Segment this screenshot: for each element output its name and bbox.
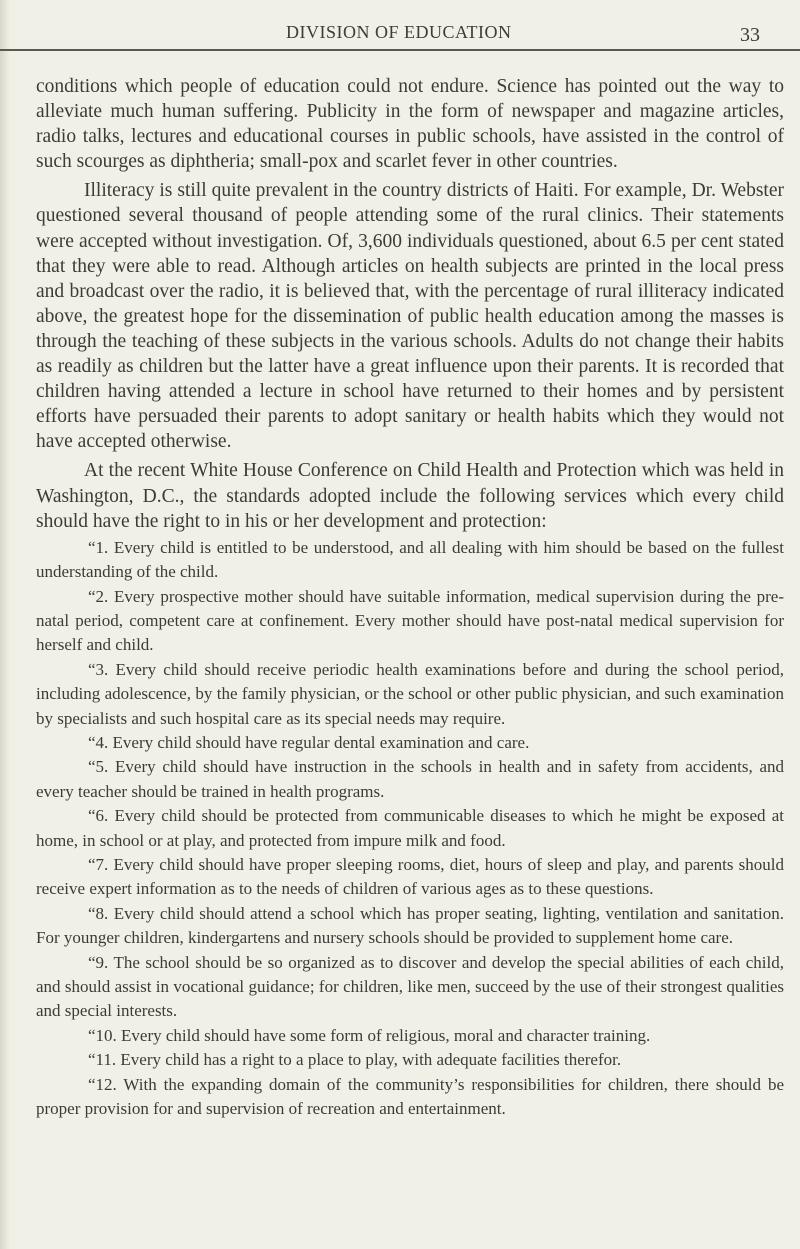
standard-item-9: “9. The school should be so organized as to discover and develop the special abilities of each child, and should assist in vocational guidance; for children, like men, succeed by the use of their strongest qualities and special interests. — [36, 952, 784, 1021]
body-text — [36, 74, 784, 1121]
running-title: DIVISION OF EDUCATION — [286, 22, 512, 42]
standard-item-6: “6. Every child should be protected from communicable diseases to which he might be exposed at home, in school or at play, and protected from impure milk and food. — [36, 806, 784, 850]
standard-item-3: “3. Every child should receive periodic health examinations before and during the school period, including adolescence, by the family physician, or the school or other public physician, and such examination by specialists and such hospital care as its special needs may require. — [36, 659, 784, 728]
page-edge-shadow — [0, 0, 10, 1249]
paragraph-continuation: conditions which people of education could not endure. Science has pointed out the way to alleviate much human suffering. Publicity in the form of newspaper and magazine articles, radio talks, lectures and educational courses in public schools, have assisted in the control of such scourges as diphtheria; small-pox and scarlet fever in other countries. — [36, 76, 784, 173]
running-header — [0, 22, 800, 48]
standard-item-8: “8. Every child should attend a school which has proper seating, lighting, ventilation and sanitation. For younger children, kindergartens and nursery schools should be provided to supplement home care. — [36, 903, 784, 948]
standard-item-4: “4. Every child should have regular dental examination and care. — [88, 732, 530, 752]
standard-item-5: “5. Every child should have instruction in the schools in health and in safety from accidents, and every teacher should be trained in health programs. — [36, 757, 784, 801]
standard-item-12: “12. With the expanding domain of the community’s responsibilities for children, there should be proper provision for and supervision of recreation and entertainment. — [36, 1074, 784, 1119]
standard-item-7: “7. Every child should have proper sleeping rooms, diet, hours of sleep and play, and parents should receive expert information as to the needs of children of various ages as to these questions. — [36, 854, 784, 899]
standard-item-1: “1. Every child is entitled to be understood, and all dealing with him should be based on the fullest understanding of the child. — [36, 537, 784, 582]
standard-item-11: “11. Every child has a right to a place to play, with adequate facilities therefor. — [88, 1050, 622, 1070]
paragraph-illiteracy: Illiteracy is still quite prevalent in the country districts of Haiti. For example, Dr. Webster questioned several thousand of people attending some of the rural clinics. Their statements were accepted without investigation. Of, 3,600 individuals questioned, about 6.5 per cent stated that they were able to read. Although articles on health subjects are printed in the local press and broadcast over the radio, it is believed that, with the percentage of rural illiteracy indicated above, the greatest hope for the dissemination of public health education among the masses is through the teaching of these subjects in the various schools. Adults do not change their habits as readily as children but the latter have a great influence upon their parents. It is recorded that children having attended a lecture in school have returned to their homes and by persistent efforts have persuaded their parents to adopt sanitary or health habits which they would not have accepted otherwise. — [36, 180, 784, 453]
standard-item-2: “2. Every prospective mother should have suitable information, medical supervision during the pre-natal period, competent care at confinement. Every mother should have post-natal medical supervision for herself and child. — [36, 586, 784, 655]
header-rule — [0, 49, 800, 51]
page-number: 33 — [740, 24, 760, 46]
paragraph-white-house-conference: At the recent White House Conference on Child Health and Protection which was held in Washington, D.C., the standards adopted include the following services which every child should have the right to in his or her development and protection: — [36, 460, 784, 532]
standards-list — [36, 536, 784, 1122]
standard-item-10: “10. Every child should have some form of religious, moral and character training. — [88, 1025, 651, 1045]
